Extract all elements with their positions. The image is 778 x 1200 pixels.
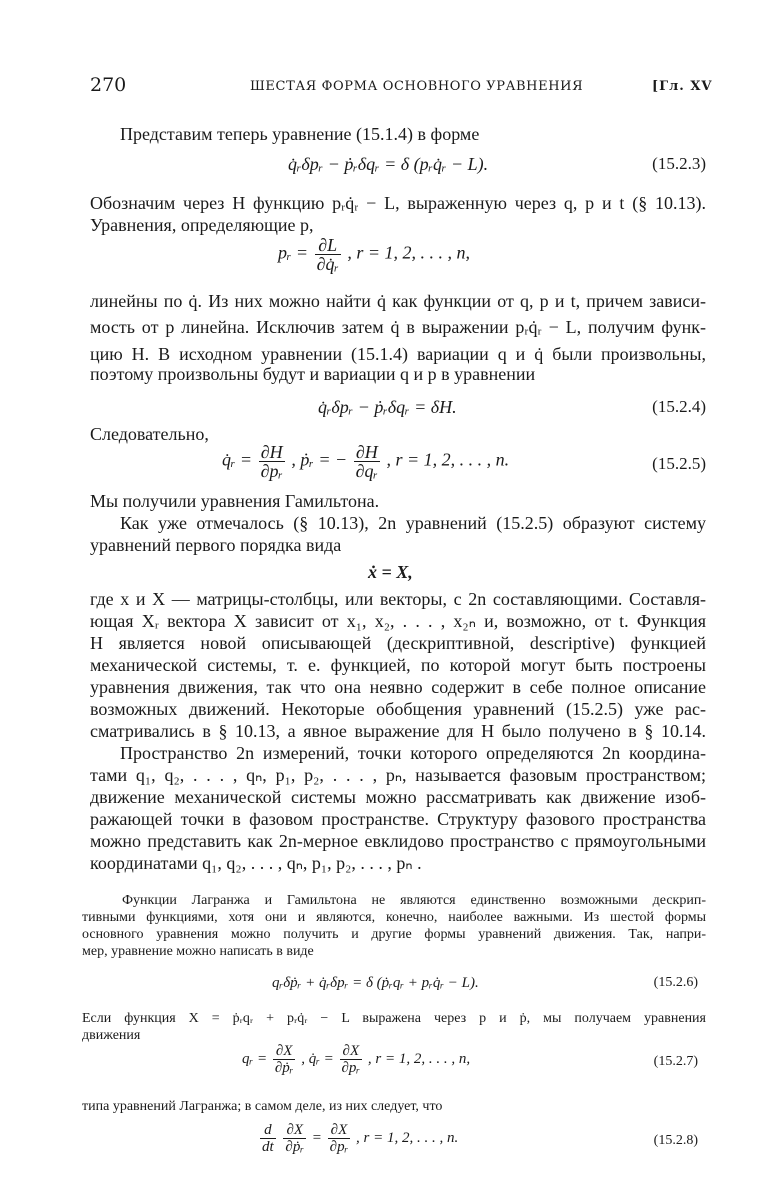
equation-lhs: q̇ᵣ = (222, 449, 253, 470)
paragraph-line: линейны по q̇. Из них можно найти q̇ как функции от q, p и t, причем зависи- (90, 291, 706, 311)
paragraph-line: координатами q₁, q₂, . . . , qₙ, p₁, p₂, . . . , pₙ . (90, 853, 422, 873)
paragraph-line: возможных движений. Некоторые обобщения уравнений (15.2.5) уже рас- (90, 699, 706, 719)
paragraph-line: механической системы, т. е. функцией, по которой могут быть построены (90, 655, 706, 675)
note-line: основного уравнения можно получить и другие формы уравнений движения. Так, напри- (82, 927, 706, 942)
page-number: 270 (90, 74, 127, 96)
fraction-denominator: ∂qᵣ (355, 461, 378, 481)
paragraph-line: H является новой описывающей (дескриптивной, descriptive) функцией (90, 633, 706, 653)
paragraph-line: Следовательно, (90, 424, 209, 444)
paragraph-line: Обозначим через H функцию pᵣq̇ᵣ − L, выраженную через q, p и t (§ 10.13). (90, 193, 706, 213)
equation-15-2-7 (242, 1043, 470, 1076)
note-line: движения (82, 1028, 141, 1043)
paragraph-line: поэтому произвольны будут и вариации q и p в уравнении (90, 364, 536, 384)
equation-momentum (278, 236, 470, 273)
fraction-denominator: ∂pᵣ (260, 461, 283, 481)
fraction (260, 1122, 276, 1155)
paragraph-line: ражающей точки в фазовом пространстве. Структуру фазового пространства (90, 809, 706, 829)
paragraph-line: мость от p линейна. Исключив затем q̇ в выражении pᵣq̇ᵣ − L, получим функ- (90, 317, 706, 337)
note-line: мер, уравнение можно написать в виде (82, 944, 314, 959)
running-title: ШЕСТАЯ ФОРМА ОСНОВНОГО УРАВНЕНИЯ (250, 79, 584, 94)
note-line: Функции Лагранжа и Гамильтона не являются единственно возможными дескрип- (122, 893, 706, 908)
note-line: тивными функциями, хотя они и являются, конечно, наиболее важными. Из шестой формы (82, 910, 706, 925)
fraction-numerator: ∂X (283, 1122, 306, 1139)
paragraph-line: где x и X — матрицы-столбцы, или векторы, с 2n составляющими. Составля- (90, 589, 706, 609)
equation-lhs: qᵣ = (242, 1050, 268, 1067)
paragraph-line: ющая Xᵣ вектора X зависит от x₁, x₂, . . . , x₂ₙ и, возможно, от t. Функция (90, 611, 706, 631)
fraction-numerator: d (260, 1122, 276, 1139)
chapter-label: [Гл. XV (652, 79, 713, 94)
fraction-denominator: ∂pᵣ (329, 1139, 349, 1155)
fraction (259, 443, 285, 480)
equation-15-2-3: q̇ᵣδpᵣ − ṗᵣδqᵣ = δ (pᵣq̇ᵣ − L). (288, 154, 489, 174)
equation-number: (15.2.7) (653, 1054, 698, 1069)
equation-number: (15.2.5) (652, 454, 706, 473)
fraction-numerator: ∂L (315, 236, 341, 255)
equation-number: (15.2.4) (652, 397, 706, 416)
paragraph-line: движение механической системы можно рассматривать как движение изоб- (90, 787, 706, 807)
note-line: Если функция X = ṗᵣqᵣ + pᵣq̇ᵣ − L выражена через p и ṗ, мы получаем уравнения (82, 1011, 706, 1026)
paragraph-line: Как уже отмечалось (§ 10.13), 2n уравнений (15.2.5) образуют систему (120, 513, 706, 533)
paragraph-line: уравнений первого порядка вида (90, 535, 342, 555)
fraction (354, 443, 380, 480)
paragraph-line: Пространство 2n измерений, точки которого определяются 2n координа- (120, 743, 706, 763)
equation-number: (15.2.6) (653, 975, 698, 990)
fraction-numerator: ∂H (259, 443, 285, 462)
equation-number: (15.2.8) (653, 1133, 698, 1148)
fraction-denominator: ∂q̇ᵣ (316, 254, 339, 274)
paragraph-line: уравнения движения, так что она неявно содержит в себе полное описание (90, 677, 706, 697)
fraction (315, 236, 341, 273)
paragraph-line: цию H. В исходном уравнении (15.1.4) вариации q и q̇ были произвольны, (90, 344, 706, 364)
paragraph-line: можно представить как 2n-мерное евклидово пространство с прямоугольными (90, 831, 706, 851)
fraction (328, 1122, 351, 1155)
fraction-numerator: ∂H (354, 443, 380, 462)
equation-term: , ṗᵣ = − (291, 449, 348, 470)
fraction (283, 1122, 306, 1155)
fraction-denominator: dt (262, 1139, 274, 1155)
fraction-denominator: ∂pᵣ (341, 1060, 361, 1076)
fraction-numerator: ∂X (328, 1122, 351, 1139)
equation-system: ẋ = X, (368, 562, 413, 582)
equation-range: , r = 1, 2, . . . , n. (356, 1129, 459, 1146)
paragraph-line: сматривались в § 10.13, а явное выражение для H было получено в § 10.14. (90, 721, 706, 741)
fraction (273, 1043, 296, 1076)
fraction-numerator: ∂X (340, 1043, 363, 1060)
equation-number: (15.2.3) (652, 154, 706, 173)
fraction-denominator: ∂ṗᵣ (285, 1139, 305, 1155)
paragraph-line: Мы получили уравнения Гамильтона. (90, 491, 380, 511)
fraction (340, 1043, 363, 1076)
paragraph-line: тами q₁, q₂, . . . , qₙ, p₁, p₂, . . . , pₙ, называется фазовым пространством; (90, 765, 706, 785)
equation-equals: = (311, 1129, 322, 1146)
equation-15-2-8 (258, 1122, 458, 1155)
fraction-denominator: ∂ṗᵣ (274, 1060, 294, 1076)
equation-range: , r = 1, 2, . . . , n, (367, 1050, 471, 1067)
paragraph-line: Представим теперь уравнение (15.1.4) в форме (120, 124, 480, 144)
equation-lhs: pᵣ = (278, 242, 309, 263)
equation-range: , r = 1, 2, . . . , n, (347, 242, 471, 263)
fraction-numerator: ∂X (273, 1043, 296, 1060)
equation-15-2-4: q̇ᵣδpᵣ − ṗᵣδqᵣ = δH. (318, 397, 457, 417)
equation-15-2-5 (222, 443, 509, 480)
equation-range: , r = 1, 2, . . . , n. (386, 449, 510, 470)
note-line: типа уравнений Лагранжа; в самом деле, из них следует, что (82, 1099, 443, 1114)
equation-15-2-6: qᵣδṗᵣ + q̇ᵣδpᵣ = δ (ṗᵣqᵣ + pᵣq̇ᵣ − L). (272, 975, 479, 991)
paragraph-line: Уравнения, определяющие p, (90, 215, 314, 235)
equation-term: , q̇ᵣ = (301, 1050, 334, 1067)
